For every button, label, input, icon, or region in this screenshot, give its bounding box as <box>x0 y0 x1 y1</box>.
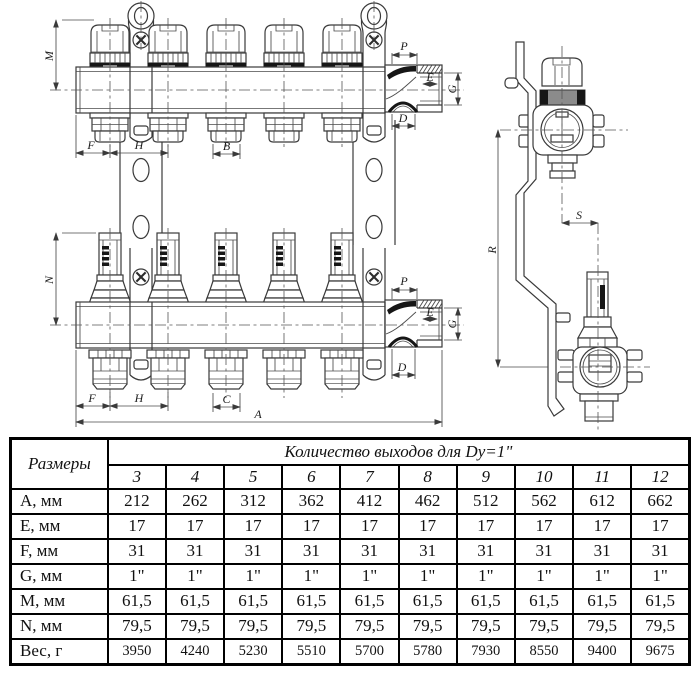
row-label: F, мм <box>11 539 108 564</box>
row-label: Е, мм <box>11 514 108 539</box>
value-cell: 1" <box>166 564 224 589</box>
value-cell: 79,5 <box>631 614 689 639</box>
value-cell: 31 <box>573 539 631 564</box>
row-label: М, мм <box>11 589 108 614</box>
column-header: 7 <box>340 465 398 489</box>
table-body <box>11 439 690 665</box>
value-cell: 462 <box>399 489 457 514</box>
value-cell: 17 <box>166 514 224 539</box>
row-label: G, мм <box>11 564 108 589</box>
table-row <box>11 539 690 564</box>
dim-label-e2: E <box>426 305 434 319</box>
value-cell: 79,5 <box>224 614 282 639</box>
dim-label-h: H <box>134 138 144 152</box>
value-cell: 31 <box>515 539 573 564</box>
value-cell: 31 <box>108 539 166 564</box>
value-cell: 17 <box>457 514 515 539</box>
value-cell: 362 <box>282 489 340 514</box>
table-row <box>11 514 690 539</box>
column-header: 12 <box>631 465 689 489</box>
value-cell: 61,5 <box>166 589 224 614</box>
dim-label-s: S <box>576 208 582 222</box>
value-cell: 61,5 <box>282 589 340 614</box>
value-cell: 612 <box>573 489 631 514</box>
dim-label-a: A <box>254 407 262 421</box>
value-cell: 1" <box>631 564 689 589</box>
value-cell: 8550 <box>515 639 573 665</box>
dim-label-f2: F <box>88 391 96 405</box>
size-header-cell: Размеры <box>11 439 108 489</box>
value-cell: 61,5 <box>573 589 631 614</box>
value-cell: 17 <box>631 514 689 539</box>
value-cell: 17 <box>108 514 166 539</box>
value-cell: 7930 <box>457 639 515 665</box>
value-cell: 17 <box>399 514 457 539</box>
value-cell: 512 <box>457 489 515 514</box>
table-header-row <box>11 439 690 465</box>
value-cell: 312 <box>224 489 282 514</box>
value-cell: 61,5 <box>515 589 573 614</box>
value-cell: 5230 <box>224 639 282 665</box>
value-cell: 17 <box>224 514 282 539</box>
column-header: 3 <box>108 465 166 489</box>
dim-label-c: C <box>222 392 231 406</box>
column-header: 8 <box>399 465 457 489</box>
value-cell: 61,5 <box>224 589 282 614</box>
row-label: N, мм <box>11 614 108 639</box>
row-label: А, мм <box>11 489 108 514</box>
dim-label-d2: D <box>397 360 407 374</box>
front-view-flowmeter-manifold <box>42 228 464 427</box>
value-cell: 212 <box>108 489 166 514</box>
column-header: 10 <box>515 465 573 489</box>
value-cell: 562 <box>515 489 573 514</box>
table-row <box>11 489 690 514</box>
column-header: 11 <box>573 465 631 489</box>
value-cell: 1" <box>399 564 457 589</box>
value-cell: 61,5 <box>457 589 515 614</box>
value-cell: 662 <box>631 489 689 514</box>
value-cell: 1" <box>573 564 631 589</box>
value-cell: 9400 <box>573 639 631 665</box>
value-cell: 17 <box>515 514 573 539</box>
value-cell: 31 <box>399 539 457 564</box>
value-cell: 79,5 <box>573 614 631 639</box>
value-cell: 9675 <box>631 639 689 665</box>
outputs-header-cell: Количество выходов для Dy=1" <box>108 439 690 465</box>
value-cell: 5700 <box>340 639 398 665</box>
column-header: 5 <box>224 465 282 489</box>
front-view-valve-manifold <box>42 1 464 245</box>
dim-label-p2: P <box>400 274 408 288</box>
table-row <box>11 589 690 614</box>
value-cell: 17 <box>573 514 631 539</box>
value-cell: 61,5 <box>399 589 457 614</box>
value-cell: 61,5 <box>108 589 166 614</box>
value-cell: 3950 <box>108 639 166 665</box>
value-cell: 79,5 <box>515 614 573 639</box>
value-cell: 79,5 <box>457 614 515 639</box>
row-label: Вес, г <box>11 639 108 665</box>
value-cell: 5780 <box>399 639 457 665</box>
value-cell: 4240 <box>166 639 224 665</box>
value-cell: 31 <box>166 539 224 564</box>
dim-label-d: D <box>398 111 408 125</box>
value-cell: 17 <box>340 514 398 539</box>
dim-label-b: B <box>222 139 231 153</box>
value-cell: 79,5 <box>166 614 224 639</box>
dim-label-g: G <box>445 84 459 94</box>
value-cell: 1" <box>340 564 398 589</box>
value-cell: 79,5 <box>108 614 166 639</box>
dimensions-table <box>9 437 691 666</box>
dim-label-f: F <box>87 138 95 152</box>
value-cell: 1" <box>224 564 282 589</box>
value-cell: 79,5 <box>399 614 457 639</box>
dim-label-n: N <box>42 275 56 285</box>
value-cell: 17 <box>282 514 340 539</box>
dim-label-h2: H <box>134 391 144 405</box>
dim-label-g2: G <box>445 319 459 329</box>
value-cell: 31 <box>457 539 515 564</box>
value-cell: 5510 <box>282 639 340 665</box>
value-cell: 1" <box>457 564 515 589</box>
value-cell: 31 <box>282 539 340 564</box>
column-header: 6 <box>282 465 340 489</box>
value-cell: 31 <box>340 539 398 564</box>
dim-label-e: E <box>426 70 434 84</box>
value-cell: 1" <box>282 564 340 589</box>
value-cell: 61,5 <box>340 589 398 614</box>
value-cell: 1" <box>515 564 573 589</box>
dim-label-p: P <box>400 39 408 53</box>
value-cell: 1" <box>108 564 166 589</box>
side-view <box>485 42 650 430</box>
dim-label-r: R <box>485 246 499 254</box>
value-cell: 79,5 <box>340 614 398 639</box>
column-header: 4 <box>166 465 224 489</box>
value-cell: 262 <box>166 489 224 514</box>
value-cell: 79,5 <box>282 614 340 639</box>
table-row <box>11 564 690 589</box>
column-header: 9 <box>457 465 515 489</box>
dim-label-m: M <box>42 51 56 61</box>
value-cell: 31 <box>631 539 689 564</box>
table-row <box>11 614 690 639</box>
value-cell: 31 <box>224 539 282 564</box>
table-row <box>11 639 690 665</box>
columns-row <box>11 465 690 489</box>
value-cell: 412 <box>340 489 398 514</box>
value-cell: 61,5 <box>631 589 689 614</box>
